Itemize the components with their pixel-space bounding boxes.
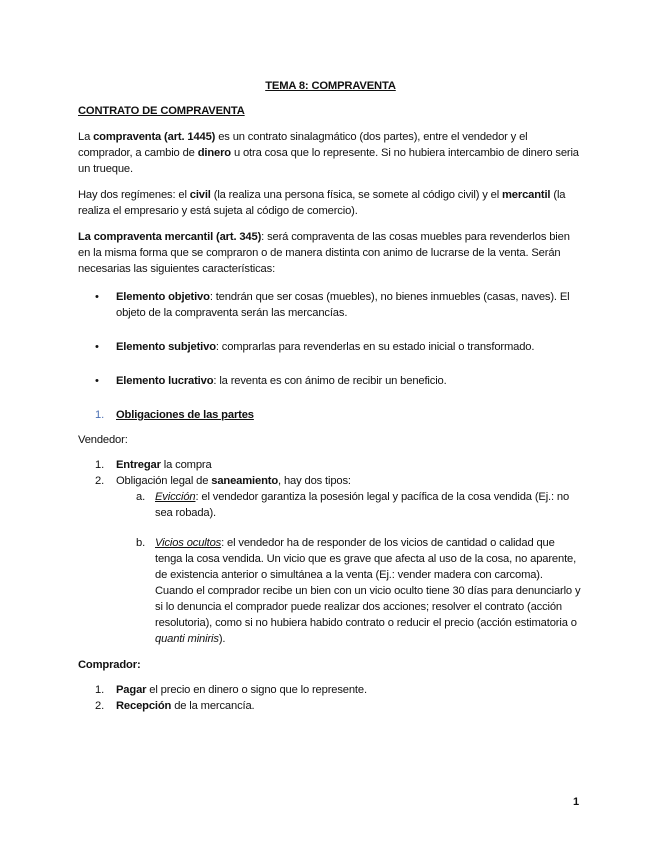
document-body <box>78 78 583 714</box>
paragraph-regimes: Hay dos regímenes: el civil (la realiza una persona física, se somete al código civil) y el mercantil (la realiza el empresario y está sujeta al código de comercio). <box>78 189 566 217</box>
page-number: 1 <box>573 796 579 808</box>
bullet-icon: • <box>95 375 99 387</box>
list-item: • Elemento objetivo: tendrán que ser cosas (muebles), no bienes inmuebles (casas, naves). El objeto de la compraventa serán las mercancías. <box>95 291 570 319</box>
list-item: 2. Recepción de la mercancía. <box>95 700 255 712</box>
bullet-icon: • <box>95 341 99 353</box>
list-item: 2. Obligación legal de saneamiento, hay dos tipos: <box>95 475 351 487</box>
list-item: • Elemento subjetivo: comprarlas para revenderlas en su estado inicial o transformado. <box>95 341 535 353</box>
paragraph-mercantil: La compraventa mercantil (art. 345): será compraventa de las cosas muebles para revenderlos bien en la misma forma que se compraron o de manera distinta con animo de lucrarse de la venta. Serán necesarias las siguientes características: <box>78 231 570 275</box>
comprador-label: Comprador: <box>78 659 141 671</box>
sub-item-vicios-ocultos: b. Vicios ocultos: el vendedor ha de responder de los vicios de cantidad o calidad que tenga la cosa vendida. Un vicio que es grave que afecta al uso de la cosa, no aparente, de existencia anterior o simultánea a la venta (Ej.: vender madera con carcoma). Cuando el comprador recibe un bien con un vicio oculto tiene 30 días para denunciarlo y si lo denuncia el comprador puede realizar dos acciones; resolver el contrato (acción resolutoria), como si no hubiera habido contrato o reducir el precio (acción estimatoria o quanti miniris). <box>136 537 581 645</box>
comprador-list <box>78 682 583 714</box>
list-item: 1. Pagar el precio en dinero o signo que lo represente. <box>95 684 367 696</box>
characteristics-list <box>78 289 583 389</box>
paragraph-definition: La compraventa (art. 1445) es un contrato sinalagmático (dos partes), entre el vendedor y el comprador, a cambio de dinero u otra cosa que lo represente. Si no hubiera intercambio de dinero seria un trueque. <box>78 131 579 175</box>
vendedor-label: Vendedor: <box>78 434 128 446</box>
vendedor-list <box>78 457 583 647</box>
document-title: TEMA 8: COMPRAVENTA <box>265 80 396 92</box>
numbered-section-heading: 1. Obligaciones de las partes <box>95 409 254 421</box>
section-heading: CONTRATO DE COMPRAVENTA <box>78 105 245 117</box>
list-item: 1. Entregar la compra <box>95 459 212 471</box>
bullet-icon: • <box>95 291 99 303</box>
sub-item-eviccion: a. Evicción: el vendedor garantiza la posesión legal y pacífica de la cosa vendida (Ej.: no sea robada). <box>136 491 570 519</box>
list-item: • Elemento lucrativo: la reventa es con ánimo de recibir un beneficio. <box>95 375 447 387</box>
